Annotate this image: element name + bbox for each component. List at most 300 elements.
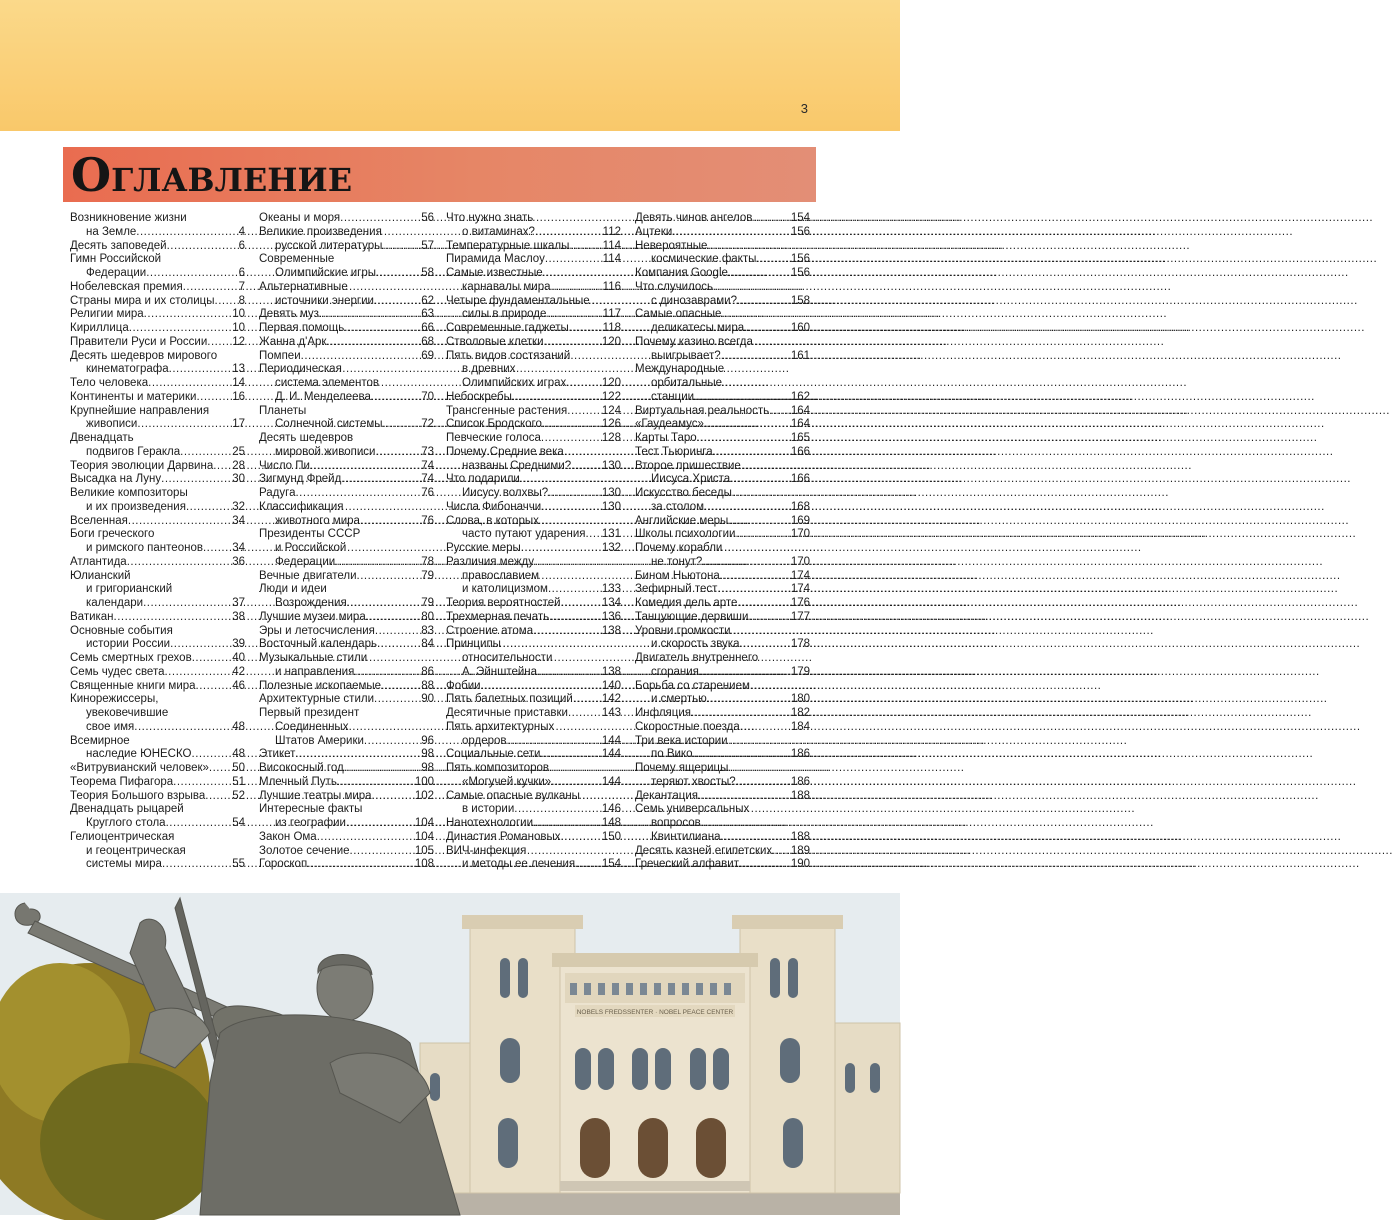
toc-page-number: 179: [790, 665, 810, 678]
toc-entry-line: [259, 542, 434, 556]
toc-entry: [446, 748, 621, 762]
toc-entry: [259, 363, 434, 404]
toc-page-number: 143: [601, 707, 621, 719]
toc-leader-dots: [196, 391, 231, 405]
toc-leader-dots: [203, 542, 231, 556]
toc-entry: [635, 515, 810, 529]
toc-leader-dots: [566, 377, 601, 391]
toc-leader-dots: [585, 528, 600, 542]
toc-entry: [635, 308, 810, 336]
toc-page-number: 63: [421, 308, 434, 321]
toc-page-number: 189: [790, 844, 810, 857]
toc-page-number: 30: [232, 473, 245, 486]
toc-entry-title: и смертью: [651, 693, 707, 706]
toc-page-number: 182: [790, 707, 810, 719]
toc-entry: [635, 336, 810, 364]
toc-entry-line: [70, 542, 245, 556]
toc-entry-line: [259, 625, 434, 639]
toc-entry-title: Певческие голоса: [446, 432, 541, 444]
toc-entry-title: Пять композиторов: [446, 762, 550, 774]
toc-entry-line: [446, 253, 621, 267]
toc-entry-line: [70, 501, 245, 515]
toc-page-number: 74: [421, 459, 434, 472]
toc-entry-title: Девять муз: [259, 308, 319, 321]
toc-entry: [259, 680, 434, 694]
toc-entry-line: [259, 501, 434, 515]
toc-entry: [635, 583, 810, 597]
toc-entry: [259, 253, 434, 281]
toc-entry-title: Високосный год: [259, 762, 344, 774]
toc-entry-line: [259, 363, 434, 377]
toc-entry-line: [70, 748, 245, 762]
toc-entry-title: Числа Фибоначчи: [446, 500, 542, 513]
toc-entry: [70, 281, 245, 295]
toc-page-number: 34: [232, 542, 245, 554]
toc-entry-title: Круглого стола: [86, 817, 166, 829]
toc-page-number: 131: [601, 528, 621, 541]
toc-entry: [635, 267, 810, 281]
toc-entry-title: о витаминах?: [462, 225, 535, 238]
toc-entry-title: Принципы: [446, 638, 501, 651]
toc-page-number: 52: [232, 789, 245, 802]
toc-leader-dots: [129, 322, 231, 336]
toc-leader-dots: [744, 322, 790, 336]
toc-page-number: 7: [238, 280, 245, 293]
toc-entry-title: Искусство беседы: [635, 487, 732, 499]
toc-entry: [259, 776, 434, 790]
toc-page-number: 108: [414, 858, 434, 871]
toc-leader-dots: [571, 460, 601, 474]
toc-leader-dots: [740, 721, 790, 735]
toc-entry-title: Иисусу волхвы?: [462, 487, 549, 499]
toc-entry-line: [446, 762, 621, 776]
toc-entry-line: [635, 350, 810, 364]
toc-entry-line: [635, 281, 810, 295]
toc-entry-title: Виртуальная реальность: [635, 404, 770, 417]
toc-entry: [70, 680, 245, 694]
toc-page-number: 105: [414, 844, 434, 857]
toc-entry-line: [70, 735, 245, 749]
toc-page-number: 177: [790, 610, 810, 623]
toc-entry-line: [70, 212, 245, 226]
toc-entry-title: Карты Таро: [635, 432, 697, 444]
toc-entry-line: [70, 790, 245, 804]
toc-entry-title: Помпеи: [259, 349, 301, 362]
toc-entry-line: [70, 405, 245, 419]
toc-entry-line: [446, 707, 621, 721]
building-sign: NOBELS FREDSSENTER · NOBEL PEACE CENTER: [576, 1009, 734, 1016]
toc-entry-title: и их произведения: [86, 500, 186, 513]
toc-entry-line: [635, 666, 810, 680]
toc-entry-line: [446, 281, 621, 295]
toc-leader-dots: [127, 556, 232, 570]
toc-page-number: 42: [232, 665, 245, 678]
toc-entry: [259, 611, 434, 625]
toc-entry-line: [446, 405, 621, 419]
toc-column-2: [259, 212, 434, 872]
toc-entry-title: Пирамида Маслоу: [446, 253, 545, 266]
toc-entry: [446, 515, 621, 543]
toc-entry-title: теряют хвосты?: [651, 775, 736, 788]
toc-entry-line: [446, 267, 621, 281]
toc-page-number: 120: [601, 377, 621, 389]
toc-entry-title: Современные гаджеты: [446, 322, 569, 334]
toc-leader-dots: [205, 790, 231, 804]
toc-entry-line: [259, 831, 434, 845]
toc-page-number: 84: [421, 638, 434, 651]
toc-entry-title: и скорость звука: [651, 638, 740, 651]
toc-entry: [635, 845, 810, 859]
toc-entry-line: [446, 666, 621, 680]
toc-leader-dots: [295, 748, 420, 762]
toc-entry-line: [446, 240, 621, 254]
toc-entry: [259, 638, 434, 652]
toc-entry-title: Пять архитектурных: [446, 720, 555, 733]
toc-entry-title: Этикет: [259, 748, 296, 761]
toc-leader-dots: [134, 721, 231, 735]
toc-entry: [446, 693, 621, 707]
toc-entry-title: Инфляция: [635, 707, 692, 719]
toc-entry: [70, 556, 245, 570]
toc-entry-title: Восточный календарь: [259, 638, 377, 651]
toc-leader-dots: [717, 583, 789, 597]
toc-entry-line: [446, 597, 621, 611]
toc-entry-line: [635, 611, 810, 625]
toc-leader-dots: [310, 460, 420, 474]
toc-page-number: 112: [602, 225, 621, 238]
toc-page-number: 164: [790, 404, 810, 417]
toc-entry-title: Великие композиторы: [70, 487, 188, 499]
toc-entry: [70, 295, 245, 309]
toc-leader-dots: [317, 831, 414, 845]
toc-page-number: 136: [601, 610, 621, 623]
toc-entry-line: [70, 528, 245, 542]
toc-leader-dots: [170, 638, 231, 652]
toc-column-3: [446, 212, 621, 872]
toc-column-1: [70, 212, 245, 872]
toc-entry-title: Уровни громкости: [635, 624, 731, 637]
toc-leader-dots: [301, 350, 421, 364]
toc-entry-title: Самые опасные: [635, 308, 722, 321]
toc-entry: [635, 762, 810, 790]
toc-entry-title: на Земле: [86, 225, 137, 238]
toc-entry: [635, 707, 810, 721]
toc-entry: [446, 405, 621, 419]
toc-entry-line: [259, 308, 434, 322]
toc-entry-line: [70, 693, 245, 707]
toc-entry: [259, 322, 434, 336]
toc-entry-title: увековечившие: [86, 707, 169, 719]
toc-entry-line: [70, 240, 245, 254]
toc-page-number: 69: [421, 349, 434, 362]
toc-entry-line: [259, 652, 434, 666]
toc-page-number: 168: [790, 500, 810, 513]
toc-page-number: 116: [602, 280, 621, 293]
toc-page-number: 74: [421, 473, 434, 486]
toc-entry: [446, 611, 621, 625]
toc-entry: [635, 240, 810, 268]
toc-entry: [70, 240, 245, 254]
toc-leader-dots: [540, 748, 600, 762]
toc-leader-dots: [702, 556, 790, 570]
toc-entry-line: [635, 707, 810, 721]
toc-entry-line: [70, 721, 245, 735]
toc-entry-title: Танцующие дервиши: [635, 610, 749, 623]
toc-leader-dots: [383, 418, 421, 432]
toc-entry-title: Скоростные поезда: [635, 720, 740, 733]
toc-leader-dots: [207, 336, 231, 350]
toc-leader-dots: [347, 597, 421, 611]
toc-entry-line: [446, 528, 621, 542]
toc-page-number: 174: [790, 583, 810, 596]
toc-entry-line: [259, 240, 434, 254]
toc-entry-title: Кириллица: [70, 322, 129, 334]
toc-entry-line: [259, 432, 434, 446]
toc-entry-line: [259, 845, 434, 859]
toc-leader-dots: [707, 693, 790, 707]
toc-entry-title: Теория вероятностей: [446, 597, 561, 609]
toc-entry-line: [70, 460, 245, 474]
toc-leader-dots: [569, 240, 601, 254]
toc-entry-title: Двенадцать рыцарей: [70, 803, 184, 816]
toc-entry-line: [259, 803, 434, 817]
toc-entry-line: [259, 748, 434, 762]
toc-entry-title: не тонут?: [651, 555, 703, 568]
toc-entry-title: Ацтеки: [635, 225, 673, 238]
toc-entry: [70, 308, 245, 322]
toc-entry-title: Второе пришествие: [635, 459, 741, 472]
toc-leader-dots: [183, 281, 238, 295]
toc-entry: [635, 432, 810, 446]
toc-entry-title: Стволовые клетки: [446, 335, 544, 348]
toc-entry-line: [446, 790, 621, 804]
toc-leader-dots: [573, 693, 601, 707]
toc-entry-title: подвигов Геракла: [86, 445, 181, 458]
toc-entry-title: Первая помощь: [259, 322, 345, 334]
toc-entry-title: часто путают ударения: [462, 528, 586, 541]
toc-entry-title: Люди и идеи: [259, 583, 327, 596]
toc-entry-title: и геоцентрическая: [86, 844, 186, 857]
toc-page-number: 25: [232, 445, 245, 458]
toc-leader-dots: [575, 858, 601, 872]
toc-leader-dots: [691, 707, 790, 721]
toc-entry: [635, 446, 810, 460]
toc-entry-line: [259, 556, 434, 570]
toc-page-number: 120: [601, 335, 621, 348]
toc-page-number: 40: [232, 652, 245, 664]
toc-page-number: 144: [601, 775, 621, 788]
toc-entry-title: Юлианский: [70, 569, 131, 582]
toc-entry: [70, 803, 245, 831]
toc-leader-dots: [735, 528, 789, 542]
toc-page-number: 190: [790, 858, 810, 871]
toc-page-number: 166: [790, 445, 810, 458]
toc-entry-line: [259, 735, 434, 749]
toc-entry: [446, 556, 621, 597]
toc-leader-dots: [737, 295, 790, 309]
toc-entry-line: [259, 405, 434, 419]
toc-entry-title: православием: [462, 569, 540, 582]
toc-leader-dots: [364, 735, 420, 749]
toc-leader-dots: [344, 762, 420, 776]
toc-leader-dots: [537, 666, 601, 680]
toc-entry-title: Двигатель внутреннего: [635, 652, 759, 664]
toc-entry-title: системы мира: [86, 858, 162, 871]
toc-entry-title: живописи: [86, 418, 138, 431]
toc-leader-dots: [166, 817, 232, 831]
toc-page-number: 66: [421, 322, 434, 334]
toc-entry-title: Слова, в которых: [446, 514, 539, 527]
toc-entry-title: Федерации: [86, 267, 147, 279]
toc-entry-line: [635, 625, 810, 639]
toc-page-number: 124: [601, 404, 621, 417]
toc-leader-dots: [507, 735, 601, 749]
toc-entry-line: [635, 226, 810, 240]
toc-leader-dots: [694, 391, 790, 405]
toc-page-number: 122: [601, 390, 621, 403]
toc-leader-dots: [169, 363, 232, 377]
toc-entry-title: Д. И. Менделеева: [275, 390, 371, 403]
toc-entry-title: Федерации: [275, 555, 336, 568]
toc-page-number: 16: [232, 390, 245, 403]
toc-entry: [446, 680, 621, 694]
toc-entry-title: Современные: [259, 253, 335, 266]
toc-page-number: 188: [790, 830, 810, 843]
toc-page-number: 79: [421, 569, 434, 582]
toc-entry-line: [635, 542, 810, 556]
toc-page-number: 80: [421, 610, 434, 623]
toc-entry-title: Гелиоцентрическая: [70, 830, 175, 843]
toc-entry-line: [446, 542, 621, 556]
toc-leader-dots: [136, 226, 237, 240]
toc-page-number: 88: [421, 679, 434, 692]
toc-entry-line: [70, 597, 245, 611]
toc-entry-line: [635, 336, 810, 350]
toc-entry-title: Семь смертных грехов: [70, 652, 192, 664]
toc-entry-line: [446, 611, 621, 625]
toc-entry-title: Десять казней египетских: [635, 844, 773, 857]
toc-entry-title: Классификация: [259, 500, 344, 513]
toc-entry: [446, 845, 621, 873]
toc-entry-line: [446, 446, 621, 460]
toc-entry-title: и Российской: [275, 542, 347, 554]
toc-entry-line: [635, 858, 810, 872]
toc-entry-title: Возрождения: [275, 597, 347, 609]
toc-page-number: 10: [232, 322, 245, 334]
toc-entry: [635, 226, 810, 240]
toc-entry-line: [446, 858, 621, 872]
toc-entry-title: и направления: [275, 665, 355, 678]
toc-page-number: 104: [414, 817, 434, 829]
toc-page-number: 180: [790, 693, 810, 706]
toc-entry-title: Млечный Путь: [259, 775, 337, 788]
toc-entry-line: [446, 322, 621, 336]
toc-entry-title: Соединенных: [275, 720, 349, 733]
toc-entry-title: Небоскребы: [446, 390, 512, 403]
toc-entry-title: Правители Руси и России: [70, 335, 208, 348]
toc-entry: [446, 721, 621, 749]
toc-leader-dots: [307, 858, 414, 872]
toc-page-number: 68: [421, 335, 434, 348]
toc-entry-line: [446, 735, 621, 749]
toc-entry-line: [635, 377, 810, 391]
toc-entry-line: [446, 845, 621, 859]
toc-entry-title: Вечные двигатели: [259, 569, 357, 582]
toc-page-number: 164: [790, 418, 810, 431]
toc-entry: [635, 597, 810, 611]
toc-leader-dots: [739, 858, 790, 872]
toc-entry: [70, 391, 245, 405]
toc-entry-line: [635, 473, 810, 487]
toc-entry-line: [259, 680, 434, 694]
toc-entry: [70, 487, 245, 515]
toc-entry-line: [70, 858, 245, 872]
toc-entry: [446, 267, 621, 295]
toc-entry-line: [259, 350, 434, 364]
toc-page-number: 188: [790, 789, 810, 802]
toc-entry-title: Что нужно знать: [446, 212, 534, 224]
toc-entry: [635, 652, 810, 680]
toc-entry-line: [70, 267, 245, 281]
toc-leader-dots: [128, 515, 231, 529]
toc-entry: [635, 487, 810, 515]
toc-leader-dots: [341, 473, 420, 487]
toc-entry-title: Штатов Америки: [275, 734, 364, 747]
toc-entry-line: [446, 652, 621, 666]
toc-entry-line: [70, 831, 245, 845]
toc-entry: [70, 350, 245, 378]
toc-entry: [635, 363, 810, 404]
toc-entry-title: Религии мира: [70, 308, 144, 321]
toc-entry: [259, 350, 434, 364]
toc-entry-title: карнавалы мира: [462, 280, 551, 293]
toc-entry-line: [635, 363, 810, 377]
toc-leader-dots: [335, 556, 420, 570]
toc-leader-dots: [551, 776, 601, 790]
toc-entry-title: Континенты и материки: [70, 390, 197, 403]
toc-entry-title: Компания Google: [635, 267, 728, 279]
toc-leader-dots: [143, 597, 231, 611]
toc-leader-dots: [544, 336, 601, 350]
toc-page-number: 72: [421, 418, 434, 431]
toc-entry-title: и римского пантеонов: [86, 542, 203, 554]
toc-entry-title: Греческий алфавит: [635, 858, 739, 871]
toc-entry-line: [635, 570, 810, 584]
toc-entry-line: [70, 583, 245, 597]
toc-entry-line: [259, 817, 434, 831]
toc-entry-line: [446, 583, 621, 597]
toc-entry-title: Радуга: [259, 487, 296, 499]
toc-entry-title: Почему корабли: [635, 542, 723, 554]
toc-leader-dots: [704, 501, 790, 515]
toc-entry-line: [259, 281, 434, 295]
toc-entry: [446, 638, 621, 679]
toc-entry: [259, 460, 434, 474]
toc-leader-dots: [164, 666, 231, 680]
toc-entry-line: [70, 556, 245, 570]
toc-entry-line: [70, 391, 245, 405]
toc-entry-title: Семь универсальных: [635, 803, 750, 816]
toc-entry-title: Почему казино всегда: [635, 335, 753, 348]
toc-entry-title: Ватикан: [70, 610, 114, 623]
toc-entry-line: [635, 721, 810, 735]
toc-page-number: 128: [601, 432, 621, 444]
toc-entry-line: [259, 336, 434, 350]
toc-entry: [259, 308, 434, 322]
toc-entry-line: [259, 790, 434, 804]
toc-leader-dots: [374, 693, 420, 707]
toc-entry-line: [635, 267, 810, 281]
